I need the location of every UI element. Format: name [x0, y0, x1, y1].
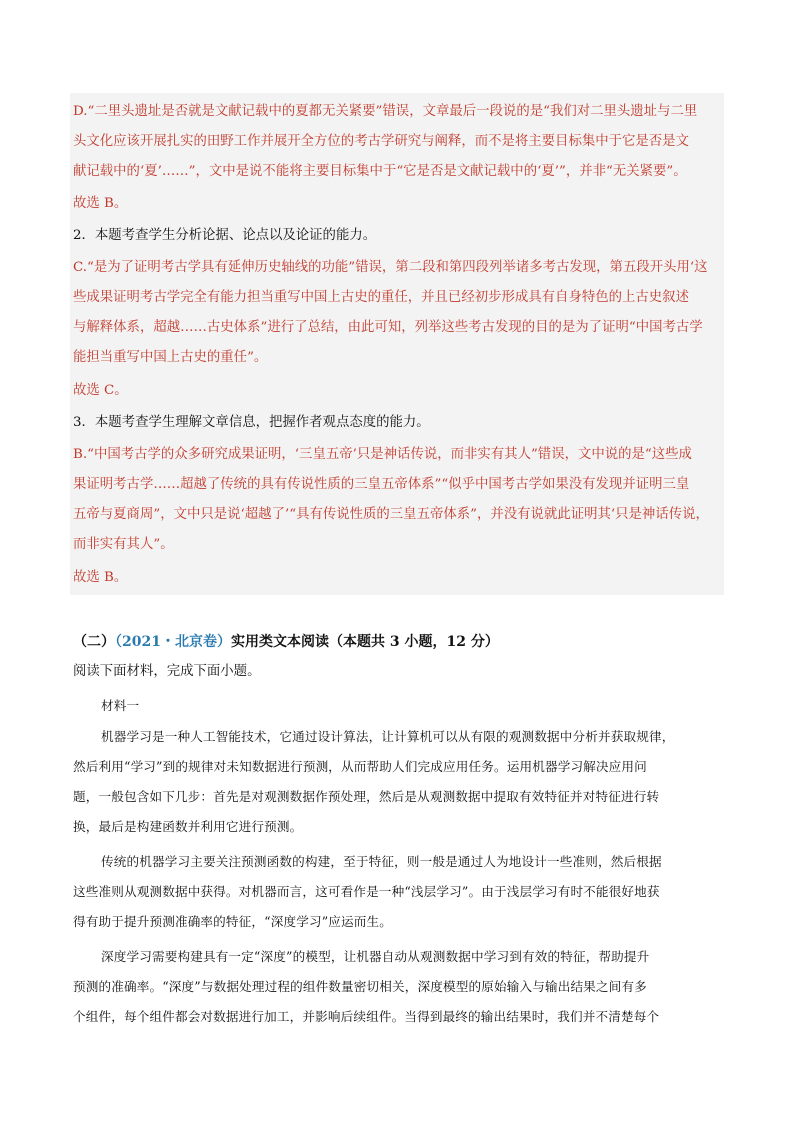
- answer-b-line-1: B.“中国考古学的众多研究成果证明，‘三皇五帝’只是神话传说，而非实有其人”错误，文中说的是“这些成: [73, 447, 692, 462]
- paragraph-2-line-2: 这些准则从观测数据中获得。对机器而言，这可看作是一种“浅层学习”。由于浅层学习有时不能很好地获: [73, 884, 660, 899]
- answer-pick-3: 故选 B。: [73, 570, 128, 585]
- answer-c-line-3: 与解释体系，超越……古史体系”进行了总结，由此可知，列举这些考古发现的目的是为了证明“中国考古学: [73, 320, 703, 335]
- answer-d-line-3: 献记载中的‘夏’……”，文中是说不能将主要目标集中于“它是否是文献记载中的‘夏’”，并非“无关紧要”。: [73, 164, 687, 179]
- paragraph-1-line-4: 换，最后是构建函数并利用它进行预测。: [73, 819, 303, 834]
- section-instruction: 阅读下面材料，完成下面小题。: [73, 664, 261, 679]
- paragraph-2-line-3: 得有助于提升预测准确率的特征，“深度学习”应运而生。: [73, 914, 393, 929]
- answer-pick-1: 故选 B。: [73, 196, 128, 211]
- paragraph-3-line-2: 预测的准确率。“深度”与数据处理过程的组件数量密切相关，深度模型的原始输入与输出结果之间有多: [73, 979, 647, 994]
- paragraph-3-line-1: 深度学习需要构建具有一定“深度”的模型，让机器自动从观测数据中学习到有效的特征，帮助提升: [101, 949, 650, 964]
- paragraph-3-line-3: 个组件，每个组件都会对数据进行加工，并影响后续组件。当得到最终的输出结果时，我们并不清楚每个: [73, 1009, 660, 1024]
- answer-b-line-4: 而非实有其人”。: [73, 537, 174, 552]
- answer-pick-2: 故选 C。: [73, 383, 128, 398]
- answer-c-line-4: 能担当重写中国上古史的重任”。: [73, 350, 268, 365]
- section-source: （2021・北京卷）: [115, 634, 231, 650]
- answer-b-line-2: 果证明考古学……超越了传统的具有传说性质的三皇五帝体系”“似乎中国考古学如果没有发现并证明三皇: [73, 477, 690, 492]
- question-3-title: 3．本题考查学生理解文章信息，把握作者观点态度的能力。: [73, 415, 430, 430]
- section-heading: [73, 632, 499, 652]
- paragraph-1-line-1: 机器学习是一种人工智能技术，它通过设计算法，让计算机可以从有限的观测数据中分析并获取规律，: [101, 729, 675, 744]
- answer-c-line-1: C.“是为了证明考古学具有延伸历史轴线的功能”错误，第二段和第四段列举诸多考古发现，第五段开头用‘这: [73, 260, 708, 275]
- answer-d-line-1: D.“二里头遗址是否就是文献记载中的夏都无关紧要”错误，文章最后一段说的是“我们对二里头遗址与二里: [73, 104, 698, 119]
- section-title: 实用类文本阅读（本题共 3 小题，12 分）: [230, 634, 499, 650]
- answer-b-line-3: 五帝与夏商周”，文中只是说‘超越了’“具有传说性质的三皇五帝体系”，并没有说就此证明其‘只是神话传说，: [73, 507, 709, 522]
- section-prefix: （二）: [73, 634, 115, 650]
- question-2-title: 2．本题考查学生分析论据、论点以及论证的能力。: [73, 228, 377, 243]
- paragraph-1-line-3: 题，一般包含如下几步：首先是对观测数据作预处理，然后是从观测数据中提取有效特征并对特征进行转: [73, 789, 660, 804]
- material-label: 材料一: [101, 698, 140, 713]
- paragraph-2-line-1: 传统的机器学习主要关注预测函数的构建，至于特征，则一般是通过人为地设计一些准则，然后根据: [101, 854, 662, 869]
- answer-d-line-2: 头文化应该开展扎实的田野工作并展开全方位的考古学研究与阐释，而不是将主要目标集中于它是否是文: [73, 134, 689, 149]
- answer-c-line-2: 些成果证明考古学完全有能力担当重写中国上古史的重任，并且已经初步形成具有自身特色的上古史叙述: [73, 290, 689, 305]
- paragraph-1-line-2: 然后利用“学习”到的规律对未知数据进行预测，从而帮助人们完成应用任务。运用机器学习解决应用问: [73, 759, 647, 774]
